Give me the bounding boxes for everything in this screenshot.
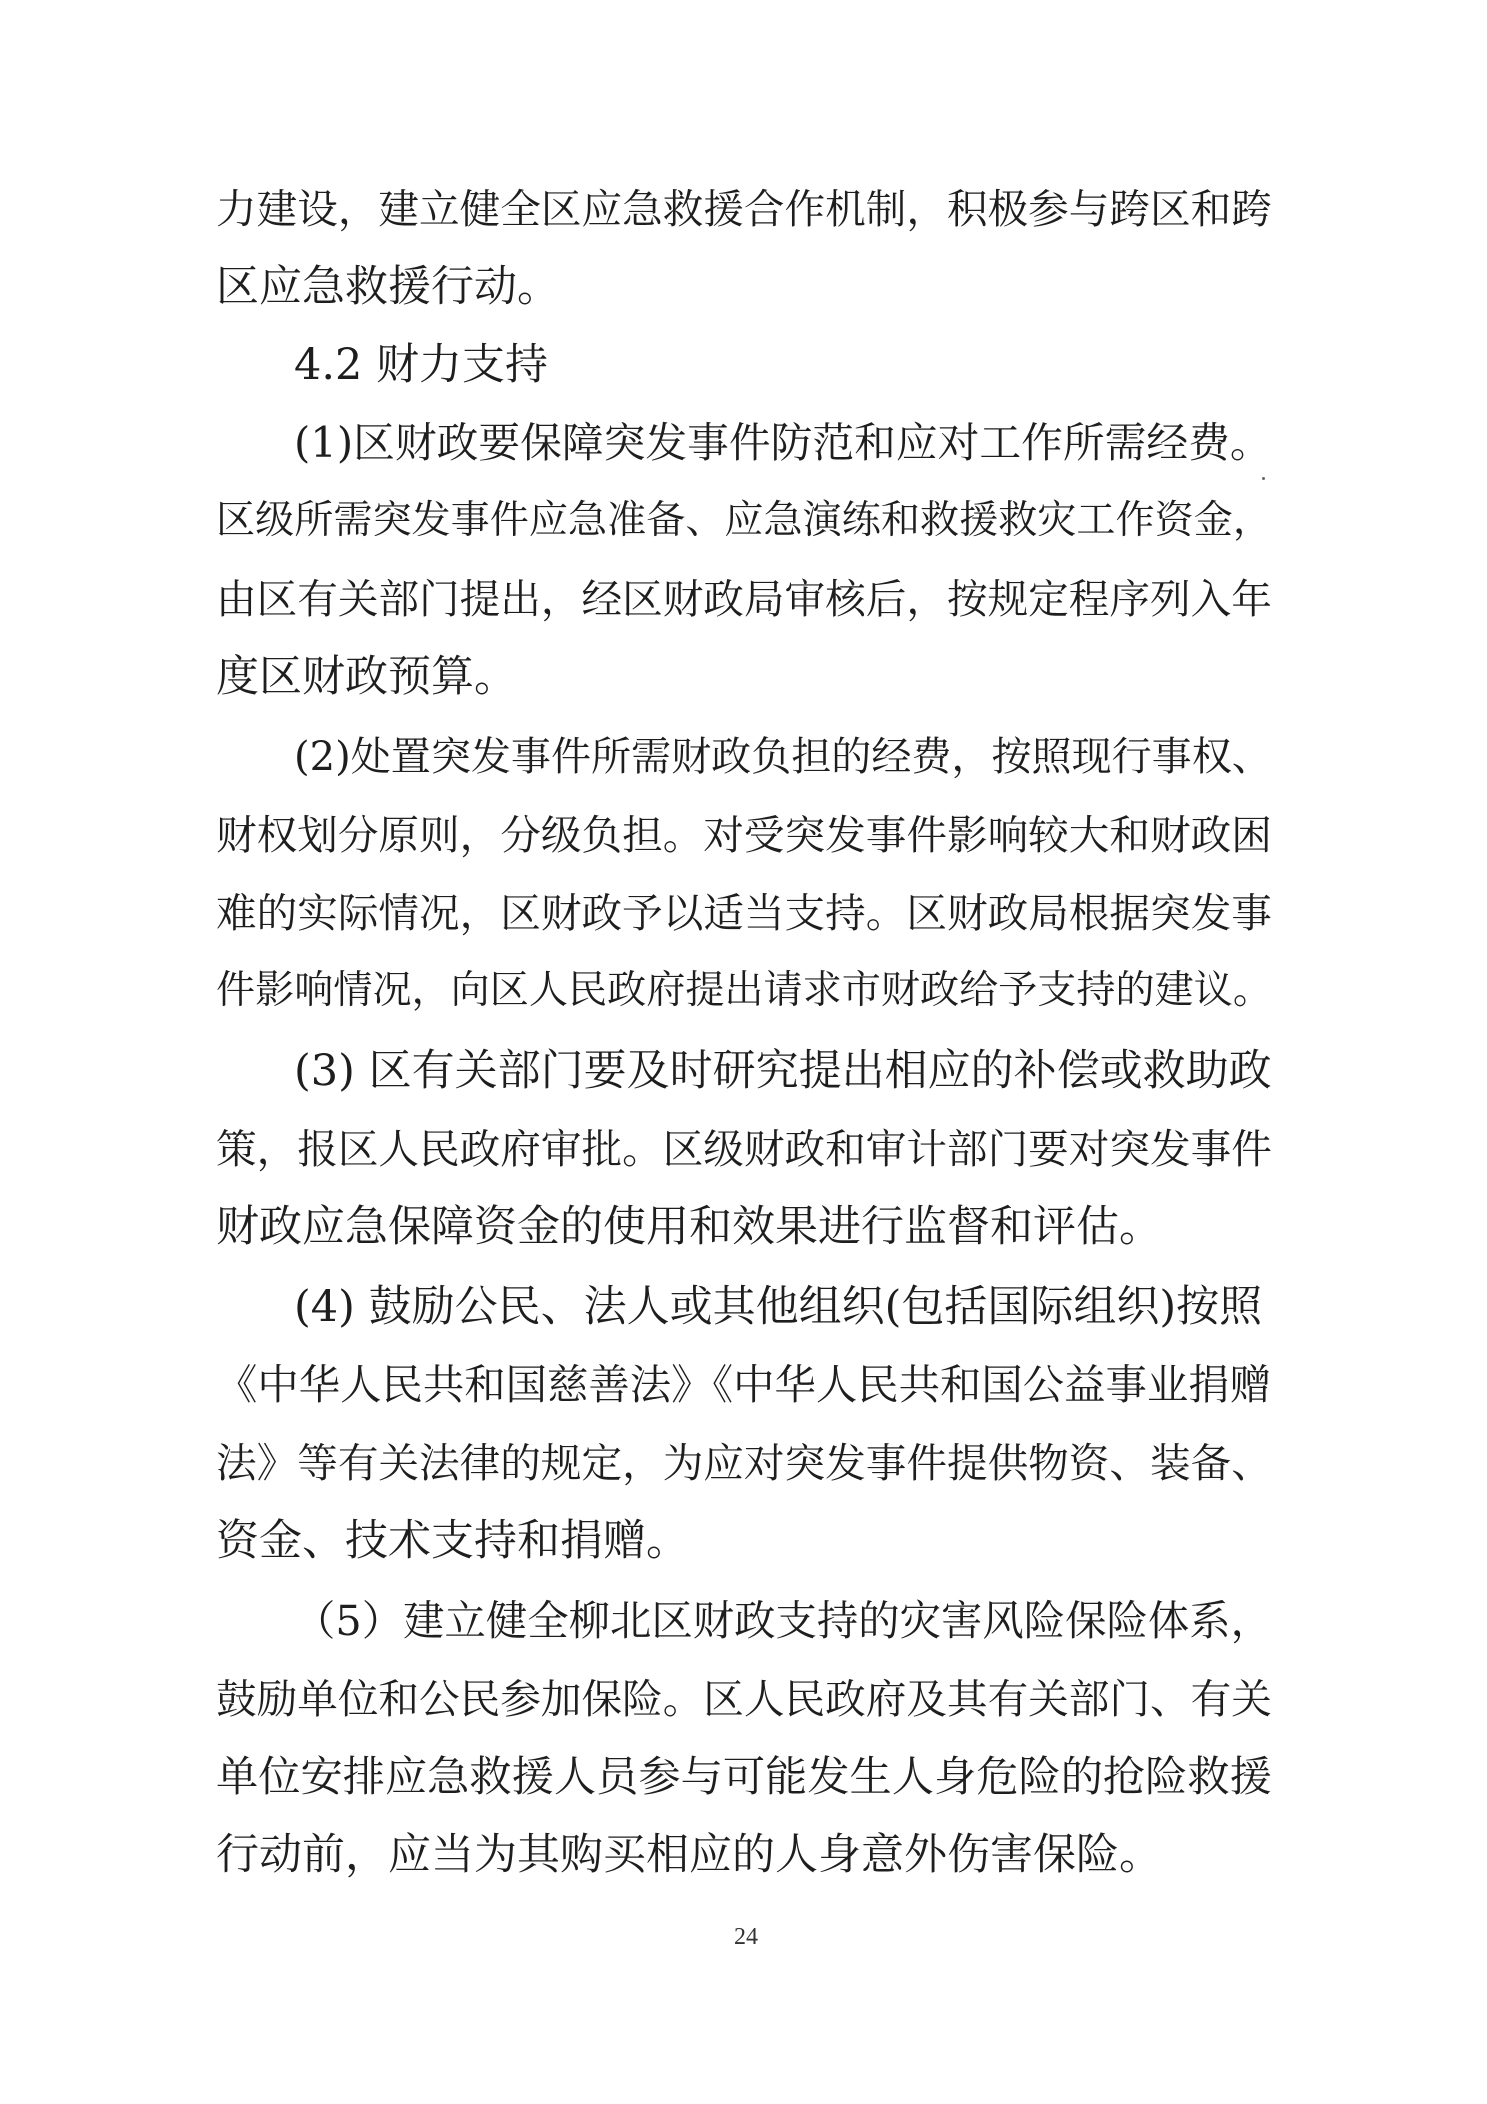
body-text-line: 鼓励单位和公民参加保险。区人民政府及其有关部门、有关 [216,1675,1272,1723]
body-text-line: 法》等有关法律的规定，为应对突发事件提供物资、装备、 [216,1439,1272,1487]
body-text-line: 单位安排应急救援人员参与可能发生人身危险的抢险救援 [216,1752,1272,1801]
page-number: 24 [734,1924,758,1950]
body-text-line: 区级所需突发事件应急准备、应急演练和救援救灾工作资金， [216,498,1272,543]
body-text-line: 由区有关部门提出，经区财政局审核后，按规定程序列入年 [216,575,1272,623]
body-text-line: 度区财政预算。 [216,652,517,702]
body-text-line: 区应急救援行动。 [216,262,560,312]
body-text-line: （5）建立健全柳北区财政支持的灾害风险保险体系， [294,1597,1272,1645]
body-text-line: 资金、技术支持和捐赠。 [216,1516,689,1566]
section-heading: 4.2 财力支持 [294,340,549,390]
body-text-line: (3) 区有关部门要及时研究提出相应的补偿或救助政 [294,1046,1272,1096]
body-text-line: 《中华人民共和国慈善法》《中华人民共和国公益事业捐赠 [216,1361,1272,1409]
body-text-line: 力建设，建立健全区应急救援合作机制，积极参与跨区和跨 [216,185,1272,233]
body-text-line: 策，报区人民政府审批。区级财政和审计部门要对突发事件 [216,1125,1272,1173]
body-text-line: 财权划分原则，分级负担。对受突发事件影响较大和财政困 [216,811,1272,859]
body-text-line: (1)区财政要保障突发事件防范和应对工作所需经费。 [294,418,1272,467]
scan-speck [1262,477,1265,480]
body-text-line: 行动前，应当为其购买相应的人身意外伤害保险。 [216,1830,1162,1880]
body-text-line: (4) 鼓励公民、法人或其他组织(包括国际组织)按照 [294,1282,1263,1332]
body-text-line: 件影响情况，向区人民政府提出请求市财政给予支持的建议。 [216,968,1272,1013]
body-text-line: (2)处置突发事件所需财政负担的经费，按照现行事权、 [294,734,1272,780]
body-text-line: 财政应急保障资金的使用和效果进行监督和评估。 [216,1202,1162,1252]
body-text-line: 难的实际情况，区财政予以适当支持。区财政局根据突发事 [216,889,1272,937]
